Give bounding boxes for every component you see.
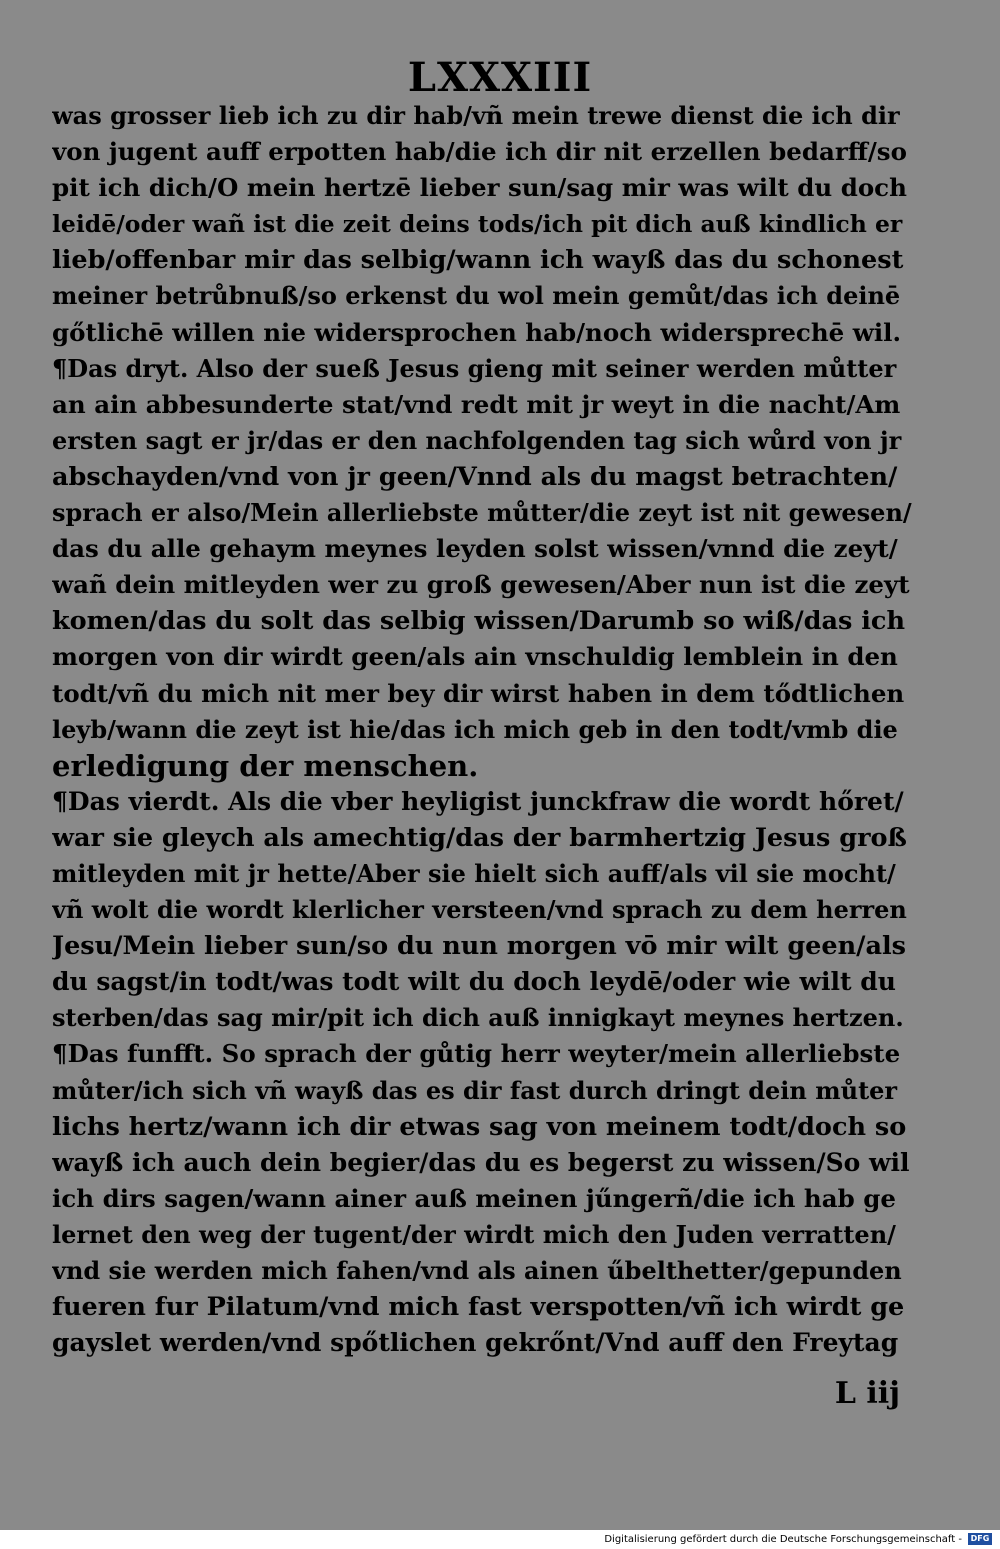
footer-credit: Digitalisierung gefördert durch die Deutsche Forschungsgemeinschaft - (604, 1534, 962, 1545)
folio-number: LXXXIII (407, 54, 593, 101)
text-line: lichs hertz/wann ich dir etwas sag von meinem todt/doch so (52, 1111, 907, 1142)
text-line: komen/das du solt das selbig wissen/Darumb so wiß/das ich (52, 606, 905, 637)
text-line: lernet den weg der tugent/der wirdt mich den Juden verratten/ (52, 1219, 896, 1249)
text-line: morgen von dir wirdt geen/als ain vnschuldig lemblein in den (52, 642, 898, 672)
text-line: vñ wolt die wordt klerlicher versteen/vnd sprach zu dem herren (52, 895, 907, 925)
text-line: gayslet werden/vnd spőtlichen gekrőnt/Vnd auff den Freytag (52, 1328, 899, 1358)
text-line: was grosser lieb ich zu dir hab/vñ mein trewe dienst die ich dir (52, 101, 900, 130)
text-line: můter/ich sich vñ wayß das es dir fast durch dringt dein můter (52, 1075, 898, 1105)
text-line: ¶Das dryt. Also der sueß Jesus gieng mit seiner werden můtter (52, 353, 897, 383)
text-line: gőtlichē willen nie widersprochen hab/noch widersprechē wil. (52, 317, 901, 347)
text-line: mitleyden mit jr hette/Aber sie hielt sich auff/als vil sie mocht/ (52, 858, 896, 888)
text-line: lieb/offenbar mir das selbig/wann ich wayß das du schonest (52, 245, 904, 276)
page-text (52, 98, 912, 1361)
text-line: ¶Das funfft. So sprach der gůtig herr weyter/mein allerliebste (52, 1039, 901, 1069)
text-line: du sagst/in todt/was todt wilt du doch leydē/oder wie wilt du (52, 967, 896, 997)
text-line: das du alle gehaym meynes leyden solst wissen/vnnd die zeyt/ (52, 534, 898, 564)
text-line: wayß ich auch dein begier/das du es begerst zu wissen/So wil (52, 1147, 910, 1177)
text-line: von jugent auff erpotten hab/die ich dir nit erzellen bedarff/so (52, 137, 907, 167)
text-line: erledigung der menschen. (52, 748, 479, 783)
text-line: ersten sagt er jr/das er den nachfolgenden tag sich wůrd von jr (52, 425, 902, 455)
text-line: leyb/wann die zeyt ist hie/das ich mich geb in den todt/vmb die (52, 714, 898, 744)
text-line: leidē/oder wañ ist die zeit deins tods/ich pit dich auß kindlich er (52, 210, 903, 239)
dfg-logo: DFG (968, 1533, 992, 1545)
text-line: pit ich dich/O mein hertzē lieber sun/sag mir was wilt du doch (52, 173, 907, 203)
text-line: todt/vñ du mich nit mer bey dir wirst haben in dem tődtlichen (52, 678, 905, 708)
signature-mark: L iij (834, 1376, 900, 1411)
text-line: an ain abbesunderte stat/vnd redt mit jr weyt in die nacht/Am (52, 389, 901, 419)
text-line: Jesu/Mein lieber sun/so du nun morgen vō mir wilt geen/als (52, 931, 907, 962)
text-line: sprach er also/Mein allerliebste můtter/die zeyt ist nit gewesen/ (52, 498, 912, 528)
text-line: vnd sie werden mich fahen/vnd als ainen űbelthetter/gepunden (52, 1256, 902, 1285)
text-line: abschayden/vnd von jr geen/Vnnd als du magst betrachten/ (52, 461, 898, 492)
text-line: wañ dein mitleyden wer zu groß gewesen/Aber nun ist die zeyt (52, 570, 910, 600)
text-line: sterben/das sag mir/pit ich dich auß innigkayt meynes hertzen. (52, 1003, 904, 1033)
text-line: war sie gleych als amechtig/das der barmhertzig Jesus groß (52, 822, 907, 853)
text-line: ¶Das vierdt. Als die vber heyligist junckfraw die wordt hőret/ (52, 786, 904, 816)
text-line: ich dirs sagen/wann ainer auß meinen jűngerñ/die ich hab ge (52, 1183, 896, 1213)
footer-bar (0, 1530, 1000, 1549)
text-line: meiner betrůbnuß/so erkenst du wol mein gemůt/das ich deinē (52, 281, 901, 311)
text-line: fueren fur Pilatum/vnd mich fast verspotten/vñ ich wirdt ge (52, 1292, 905, 1323)
